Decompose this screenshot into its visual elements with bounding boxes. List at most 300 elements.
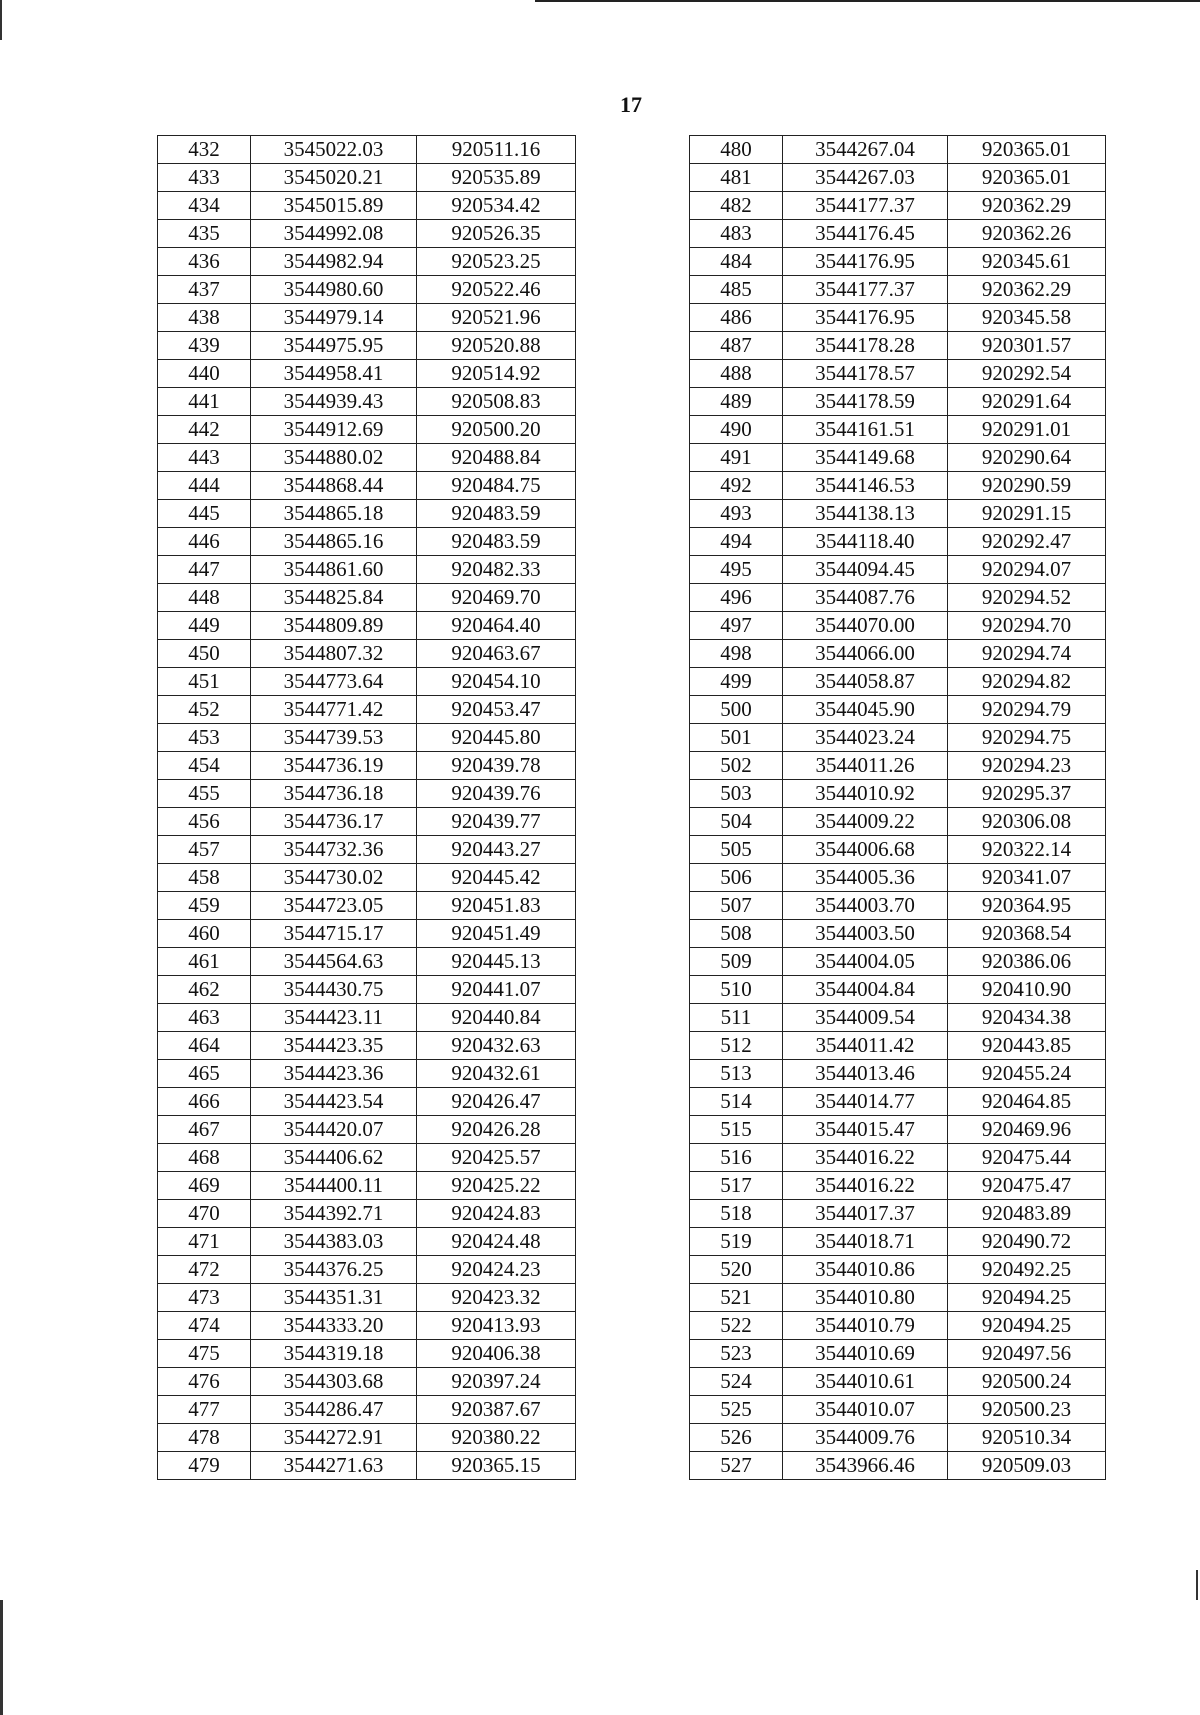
table-row (690, 920, 1106, 948)
x-coordinate-cell: 3544087.76 (783, 584, 948, 612)
y-coordinate-cell: 920443.27 (417, 836, 576, 864)
table-row (158, 948, 576, 976)
y-coordinate-cell: 920424.48 (417, 1228, 576, 1256)
x-coordinate-cell: 3544880.02 (251, 444, 417, 472)
x-coordinate-cell: 3544005.36 (783, 864, 948, 892)
x-coordinate-cell: 3544771.42 (251, 696, 417, 724)
point-number-cell: 495 (690, 556, 783, 584)
x-coordinate-cell: 3544807.32 (251, 640, 417, 668)
table-row (158, 752, 576, 780)
x-coordinate-cell: 3544423.54 (251, 1088, 417, 1116)
table-row (690, 500, 1106, 528)
y-coordinate-cell: 920526.35 (417, 220, 576, 248)
y-coordinate-cell: 920523.25 (417, 248, 576, 276)
x-coordinate-cell: 3544070.00 (783, 612, 948, 640)
point-number-cell: 463 (158, 1004, 251, 1032)
x-coordinate-cell: 3544865.16 (251, 528, 417, 556)
table-row (690, 1116, 1106, 1144)
x-coordinate-cell: 3545022.03 (251, 136, 417, 164)
y-coordinate-cell: 920387.67 (417, 1396, 576, 1424)
x-coordinate-cell: 3544430.75 (251, 976, 417, 1004)
table-row (690, 444, 1106, 472)
y-coordinate-cell: 920453.47 (417, 696, 576, 724)
point-number-cell: 476 (158, 1368, 251, 1396)
x-coordinate-cell: 3544825.84 (251, 584, 417, 612)
table-row (158, 360, 576, 388)
point-number-cell: 522 (690, 1312, 783, 1340)
y-coordinate-cell: 920494.25 (948, 1284, 1106, 1312)
x-coordinate-cell: 3544066.00 (783, 640, 948, 668)
y-coordinate-cell: 920451.49 (417, 920, 576, 948)
point-number-cell: 437 (158, 276, 251, 304)
x-coordinate-cell: 3544149.68 (783, 444, 948, 472)
table-row (158, 1424, 576, 1452)
point-number-cell: 494 (690, 528, 783, 556)
table-row (690, 696, 1106, 724)
y-coordinate-cell: 920426.47 (417, 1088, 576, 1116)
y-coordinate-cell: 920475.47 (948, 1172, 1106, 1200)
scan-artifact (0, 0, 2, 40)
point-number-cell: 448 (158, 584, 251, 612)
y-coordinate-cell: 920362.26 (948, 220, 1106, 248)
y-coordinate-cell: 920294.74 (948, 640, 1106, 668)
y-coordinate-cell: 920469.96 (948, 1116, 1106, 1144)
point-number-cell: 487 (690, 332, 783, 360)
x-coordinate-cell: 3544271.63 (251, 1452, 417, 1480)
x-coordinate-cell: 3544178.28 (783, 332, 948, 360)
x-coordinate-cell: 3544732.36 (251, 836, 417, 864)
x-coordinate-cell: 3544564.63 (251, 948, 417, 976)
table-row (158, 1396, 576, 1424)
y-coordinate-cell: 920368.54 (948, 920, 1106, 948)
x-coordinate-cell: 3544715.17 (251, 920, 417, 948)
point-number-cell: 432 (158, 136, 251, 164)
x-coordinate-cell: 3544010.07 (783, 1396, 948, 1424)
x-coordinate-cell: 3544177.37 (783, 192, 948, 220)
table-row (158, 668, 576, 696)
point-number-cell: 497 (690, 612, 783, 640)
y-coordinate-cell: 920439.78 (417, 752, 576, 780)
y-coordinate-cell: 920500.23 (948, 1396, 1106, 1424)
point-number-cell: 449 (158, 612, 251, 640)
table-row (690, 1312, 1106, 1340)
point-number-cell: 508 (690, 920, 783, 948)
table-row (158, 1004, 576, 1032)
coordinates-table-right (689, 135, 1106, 1480)
table-row (158, 332, 576, 360)
point-number-cell: 525 (690, 1396, 783, 1424)
y-coordinate-cell: 920483.59 (417, 528, 576, 556)
x-coordinate-cell: 3544011.26 (783, 752, 948, 780)
x-coordinate-cell: 3544011.42 (783, 1032, 948, 1060)
y-coordinate-cell: 920362.29 (948, 276, 1106, 304)
point-number-cell: 458 (158, 864, 251, 892)
table-row (690, 1172, 1106, 1200)
x-coordinate-cell: 3544267.03 (783, 164, 948, 192)
y-coordinate-cell: 920406.38 (417, 1340, 576, 1368)
y-coordinate-cell: 920508.83 (417, 388, 576, 416)
table-row (158, 1172, 576, 1200)
point-number-cell: 433 (158, 164, 251, 192)
y-coordinate-cell: 920522.46 (417, 276, 576, 304)
x-coordinate-cell: 3544146.53 (783, 472, 948, 500)
y-coordinate-cell: 920439.76 (417, 780, 576, 808)
x-coordinate-cell: 3544010.69 (783, 1340, 948, 1368)
table-row (158, 220, 576, 248)
x-coordinate-cell: 3544376.25 (251, 1256, 417, 1284)
point-number-cell: 445 (158, 500, 251, 528)
point-number-cell: 511 (690, 1004, 783, 1032)
table-row (158, 976, 576, 1004)
point-number-cell: 473 (158, 1284, 251, 1312)
y-coordinate-cell: 920345.61 (948, 248, 1106, 276)
point-number-cell: 527 (690, 1452, 783, 1480)
point-number-cell: 443 (158, 444, 251, 472)
x-coordinate-cell: 3544865.18 (251, 500, 417, 528)
x-coordinate-cell: 3544723.05 (251, 892, 417, 920)
y-coordinate-cell: 920445.80 (417, 724, 576, 752)
table-row (158, 472, 576, 500)
table-row (158, 1340, 576, 1368)
y-coordinate-cell: 920434.38 (948, 1004, 1106, 1032)
table-row (158, 584, 576, 612)
y-coordinate-cell: 920365.01 (948, 136, 1106, 164)
y-coordinate-cell: 920509.03 (948, 1452, 1106, 1480)
table-row (158, 612, 576, 640)
y-coordinate-cell: 920294.07 (948, 556, 1106, 584)
point-number-cell: 453 (158, 724, 251, 752)
table-row (690, 304, 1106, 332)
table-row (158, 864, 576, 892)
y-coordinate-cell: 920482.33 (417, 556, 576, 584)
table-row (690, 1144, 1106, 1172)
point-number-cell: 450 (158, 640, 251, 668)
y-coordinate-cell: 920432.63 (417, 1032, 576, 1060)
y-coordinate-cell: 920290.59 (948, 472, 1106, 500)
point-number-cell: 484 (690, 248, 783, 276)
point-number-cell: 468 (158, 1144, 251, 1172)
point-number-cell: 451 (158, 668, 251, 696)
point-number-cell: 501 (690, 724, 783, 752)
y-coordinate-cell: 920521.96 (417, 304, 576, 332)
point-number-cell: 503 (690, 780, 783, 808)
x-coordinate-cell: 3544015.47 (783, 1116, 948, 1144)
x-coordinate-cell: 3544010.86 (783, 1256, 948, 1284)
y-coordinate-cell: 920490.72 (948, 1228, 1106, 1256)
point-number-cell: 447 (158, 556, 251, 584)
point-number-cell: 477 (158, 1396, 251, 1424)
point-number-cell: 488 (690, 360, 783, 388)
y-coordinate-cell: 920294.79 (948, 696, 1106, 724)
table-row (690, 1228, 1106, 1256)
table-row (158, 808, 576, 836)
table-row (690, 388, 1106, 416)
y-coordinate-cell: 920451.83 (417, 892, 576, 920)
table-row (158, 164, 576, 192)
y-coordinate-cell: 920295.37 (948, 780, 1106, 808)
x-coordinate-cell: 3544351.31 (251, 1284, 417, 1312)
x-coordinate-cell: 3544319.18 (251, 1340, 417, 1368)
table-row (158, 276, 576, 304)
y-coordinate-cell: 920322.14 (948, 836, 1106, 864)
x-coordinate-cell: 3544176.95 (783, 248, 948, 276)
y-coordinate-cell: 920306.08 (948, 808, 1106, 836)
y-coordinate-cell: 920291.01 (948, 416, 1106, 444)
point-number-cell: 479 (158, 1452, 251, 1480)
point-number-cell: 456 (158, 808, 251, 836)
table-row (690, 836, 1106, 864)
y-coordinate-cell: 920410.90 (948, 976, 1106, 1004)
table-row (690, 472, 1106, 500)
point-number-cell: 517 (690, 1172, 783, 1200)
x-coordinate-cell: 3544094.45 (783, 556, 948, 584)
table-row (690, 360, 1106, 388)
table-row (158, 444, 576, 472)
point-number-cell: 499 (690, 668, 783, 696)
y-coordinate-cell: 920483.59 (417, 500, 576, 528)
table-row (690, 612, 1106, 640)
y-coordinate-cell: 920488.84 (417, 444, 576, 472)
x-coordinate-cell: 3544010.79 (783, 1312, 948, 1340)
scan-artifact (1196, 1570, 1198, 1600)
table-row (690, 808, 1106, 836)
point-number-cell: 490 (690, 416, 783, 444)
point-number-cell: 435 (158, 220, 251, 248)
table-row (158, 136, 576, 164)
table-row (158, 724, 576, 752)
point-number-cell: 491 (690, 444, 783, 472)
x-coordinate-cell: 3544809.89 (251, 612, 417, 640)
table-row (158, 416, 576, 444)
x-coordinate-cell: 3544423.35 (251, 1032, 417, 1060)
table-row (690, 1032, 1106, 1060)
x-coordinate-cell: 3544975.95 (251, 332, 417, 360)
y-coordinate-cell: 920463.67 (417, 640, 576, 668)
point-number-cell: 439 (158, 332, 251, 360)
point-number-cell: 500 (690, 696, 783, 724)
y-coordinate-cell: 920292.54 (948, 360, 1106, 388)
table-row (690, 528, 1106, 556)
x-coordinate-cell: 3544023.24 (783, 724, 948, 752)
table-row (158, 640, 576, 668)
table-row (690, 1004, 1106, 1032)
x-coordinate-cell: 3544016.22 (783, 1172, 948, 1200)
table-row (690, 1424, 1106, 1452)
x-coordinate-cell: 3544400.11 (251, 1172, 417, 1200)
x-coordinate-cell: 3544303.68 (251, 1368, 417, 1396)
y-coordinate-cell: 920397.24 (417, 1368, 576, 1396)
y-coordinate-cell: 920301.57 (948, 332, 1106, 360)
y-coordinate-cell: 920294.75 (948, 724, 1106, 752)
point-number-cell: 464 (158, 1032, 251, 1060)
point-number-cell: 512 (690, 1032, 783, 1060)
y-coordinate-cell: 920454.10 (417, 668, 576, 696)
y-coordinate-cell: 920469.70 (417, 584, 576, 612)
table-row (158, 248, 576, 276)
x-coordinate-cell: 3544014.77 (783, 1088, 948, 1116)
y-coordinate-cell: 920291.15 (948, 500, 1106, 528)
table-row (158, 1284, 576, 1312)
y-coordinate-cell: 920290.64 (948, 444, 1106, 472)
y-coordinate-cell: 920439.77 (417, 808, 576, 836)
point-number-cell: 489 (690, 388, 783, 416)
scan-top-edge (535, 0, 1200, 2)
x-coordinate-cell: 3544992.08 (251, 220, 417, 248)
table-row (158, 556, 576, 584)
table-row (158, 192, 576, 220)
table-row (690, 276, 1106, 304)
point-number-cell: 470 (158, 1200, 251, 1228)
y-coordinate-cell: 920500.20 (417, 416, 576, 444)
table-row (690, 752, 1106, 780)
table-row (158, 1088, 576, 1116)
x-coordinate-cell: 3544736.18 (251, 780, 417, 808)
x-coordinate-cell: 3543966.46 (783, 1452, 948, 1480)
x-coordinate-cell: 3544009.76 (783, 1424, 948, 1452)
table-row (690, 416, 1106, 444)
table-row (158, 500, 576, 528)
table-row (690, 136, 1106, 164)
page-number: 17 (620, 92, 642, 117)
x-coordinate-cell: 3544016.22 (783, 1144, 948, 1172)
point-number-cell: 461 (158, 948, 251, 976)
y-coordinate-cell: 920520.88 (417, 332, 576, 360)
y-coordinate-cell: 920362.29 (948, 192, 1106, 220)
x-coordinate-cell: 3544861.60 (251, 556, 417, 584)
point-number-cell: 441 (158, 388, 251, 416)
x-coordinate-cell: 3544138.13 (783, 500, 948, 528)
table-row (690, 864, 1106, 892)
x-coordinate-cell: 3544009.54 (783, 1004, 948, 1032)
point-number-cell: 496 (690, 584, 783, 612)
table-row (158, 1368, 576, 1396)
x-coordinate-cell: 3544423.11 (251, 1004, 417, 1032)
table-row (690, 220, 1106, 248)
table-row (690, 1284, 1106, 1312)
y-coordinate-cell: 920424.23 (417, 1256, 576, 1284)
table-row (690, 1396, 1106, 1424)
point-number-cell: 446 (158, 528, 251, 556)
table-row (158, 836, 576, 864)
x-coordinate-cell: 3544010.80 (783, 1284, 948, 1312)
x-coordinate-cell: 3544004.05 (783, 948, 948, 976)
x-coordinate-cell: 3544010.92 (783, 780, 948, 808)
x-coordinate-cell: 3544958.41 (251, 360, 417, 388)
y-coordinate-cell: 920511.16 (417, 136, 576, 164)
y-coordinate-cell: 920365.15 (417, 1452, 576, 1480)
x-coordinate-cell: 3544010.61 (783, 1368, 948, 1396)
x-coordinate-cell: 3544736.17 (251, 808, 417, 836)
point-number-cell: 467 (158, 1116, 251, 1144)
x-coordinate-cell: 3544118.40 (783, 528, 948, 556)
x-coordinate-cell: 3544939.43 (251, 388, 417, 416)
point-number-cell: 478 (158, 1424, 251, 1452)
table-row (158, 388, 576, 416)
point-number-cell: 438 (158, 304, 251, 332)
x-coordinate-cell: 3544267.04 (783, 136, 948, 164)
x-coordinate-cell: 3544272.91 (251, 1424, 417, 1452)
x-coordinate-cell: 3544286.47 (251, 1396, 417, 1424)
point-number-cell: 434 (158, 192, 251, 220)
x-coordinate-cell: 3544017.37 (783, 1200, 948, 1228)
table-row (690, 1340, 1106, 1368)
y-coordinate-cell: 920535.89 (417, 164, 576, 192)
table-row (690, 640, 1106, 668)
point-number-cell: 492 (690, 472, 783, 500)
table-row (690, 1256, 1106, 1284)
point-number-cell: 504 (690, 808, 783, 836)
y-coordinate-cell: 920500.24 (948, 1368, 1106, 1396)
x-coordinate-cell: 3544406.62 (251, 1144, 417, 1172)
y-coordinate-cell: 920345.58 (948, 304, 1106, 332)
y-coordinate-cell: 920294.82 (948, 668, 1106, 696)
x-coordinate-cell: 3544176.95 (783, 304, 948, 332)
x-coordinate-cell: 3544420.07 (251, 1116, 417, 1144)
x-coordinate-cell: 3544178.57 (783, 360, 948, 388)
y-coordinate-cell: 920294.70 (948, 612, 1106, 640)
point-number-cell: 483 (690, 220, 783, 248)
table-row (158, 1032, 576, 1060)
x-coordinate-cell: 3544058.87 (783, 668, 948, 696)
point-number-cell: 485 (690, 276, 783, 304)
table-row (690, 948, 1106, 976)
point-number-cell: 502 (690, 752, 783, 780)
x-coordinate-cell: 3544773.64 (251, 668, 417, 696)
point-number-cell: 507 (690, 892, 783, 920)
x-coordinate-cell: 3544013.46 (783, 1060, 948, 1088)
table-row (690, 584, 1106, 612)
y-coordinate-cell: 920440.84 (417, 1004, 576, 1032)
table-body (690, 136, 1106, 1480)
y-coordinate-cell: 920426.28 (417, 1116, 576, 1144)
y-coordinate-cell: 920492.25 (948, 1256, 1106, 1284)
point-number-cell: 526 (690, 1424, 783, 1452)
y-coordinate-cell: 920455.24 (948, 1060, 1106, 1088)
x-coordinate-cell: 3544333.20 (251, 1312, 417, 1340)
y-coordinate-cell: 920294.52 (948, 584, 1106, 612)
x-coordinate-cell: 3544730.02 (251, 864, 417, 892)
x-coordinate-cell: 3545015.89 (251, 192, 417, 220)
point-number-cell: 514 (690, 1088, 783, 1116)
point-number-cell: 516 (690, 1144, 783, 1172)
y-coordinate-cell: 920425.57 (417, 1144, 576, 1172)
y-coordinate-cell: 920534.42 (417, 192, 576, 220)
point-number-cell: 459 (158, 892, 251, 920)
y-coordinate-cell: 920413.93 (417, 1312, 576, 1340)
y-coordinate-cell: 920464.40 (417, 612, 576, 640)
table-row (690, 248, 1106, 276)
point-number-cell: 519 (690, 1228, 783, 1256)
y-coordinate-cell: 920291.64 (948, 388, 1106, 416)
y-coordinate-cell: 920292.47 (948, 528, 1106, 556)
y-coordinate-cell: 920484.75 (417, 472, 576, 500)
x-coordinate-cell: 3544736.19 (251, 752, 417, 780)
point-number-cell: 460 (158, 920, 251, 948)
table-row (690, 192, 1106, 220)
table-row (690, 556, 1106, 584)
table-row (158, 1452, 576, 1480)
table-row (690, 164, 1106, 192)
point-number-cell: 455 (158, 780, 251, 808)
y-coordinate-cell: 920464.85 (948, 1088, 1106, 1116)
x-coordinate-cell: 3544045.90 (783, 696, 948, 724)
y-coordinate-cell: 920441.07 (417, 976, 576, 1004)
table-row (690, 1452, 1106, 1480)
table-row (158, 920, 576, 948)
x-coordinate-cell: 3544979.14 (251, 304, 417, 332)
table-row (690, 1200, 1106, 1228)
y-coordinate-cell: 920497.56 (948, 1340, 1106, 1368)
